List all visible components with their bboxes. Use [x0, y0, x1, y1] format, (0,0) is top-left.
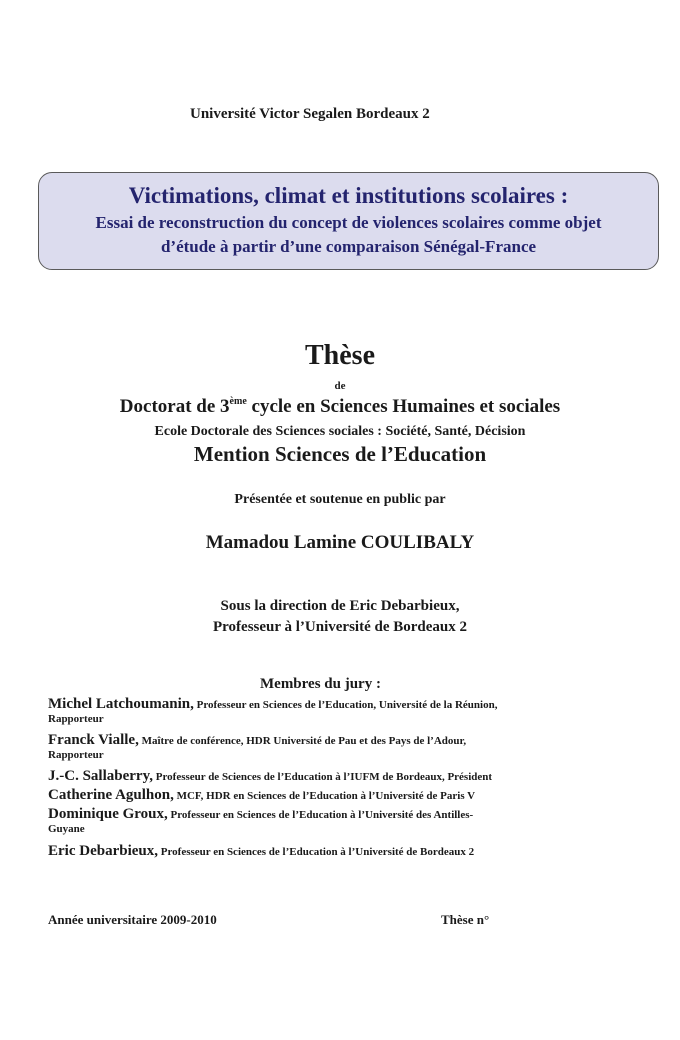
doctorat-superscript: ème	[229, 396, 247, 407]
thesis-subtitle	[39, 211, 658, 259]
jury-member-name: Eric Debarbieux,	[48, 843, 158, 859]
thesis-title: Victimations, climat et institutions scolaires :	[128, 183, 569, 208]
jury-member-name: Franck Vialle,	[48, 732, 139, 748]
these-heading: Thèse	[305, 340, 375, 371]
jury-member-name: Michel Latchoumanin,	[48, 696, 194, 712]
ecole-doctorale: Ecole Doctorale des Sciences sociales : Société, Santé, Décision	[154, 424, 526, 439]
jury-member	[48, 767, 648, 785]
jury-member-desc: Professeur en Sciences de l’Education à l’Université de Bordeaux 2	[158, 846, 475, 858]
doctorat-prefix: Doctorat de 3	[119, 396, 230, 417]
direction-line-2: Professeur à l’Université de Bordeaux 2	[213, 619, 467, 635]
academic-year: Année universitaire 2009-2010	[48, 912, 217, 927]
jury-member	[48, 805, 648, 836]
jury-member	[48, 695, 648, 726]
doctorat-suffix: cycle en Sciences Humaines et sociales	[246, 396, 561, 417]
jury-member-role: Rapporteur	[48, 713, 104, 725]
jury-member-role: Rapporteur	[48, 749, 104, 761]
doctorat-line	[0, 396, 680, 418]
jury-heading: Membres du jury :	[260, 676, 381, 692]
author-name: Mamadou Lamine COULIBALY	[205, 532, 475, 553]
direction-line-1: Sous la direction de Eric Debarbieux,	[220, 598, 460, 614]
title-box	[38, 172, 659, 270]
university-name: Université Victor Segalen Bordeaux 2	[190, 106, 430, 122]
jury-member-desc: MCF, HDR en Sciences de l’Education à l’Université de Paris V	[173, 790, 476, 802]
jury-member-name: Dominique Groux,	[48, 806, 168, 822]
jury-member	[48, 842, 648, 860]
jury-member-role: Guyane	[48, 823, 85, 835]
jury-member-desc: Maître de conférence, HDR Université de Pau et des Pays de l’Adour,	[138, 735, 467, 747]
direction	[0, 596, 680, 638]
thesis-number: Thèse n°	[441, 912, 490, 927]
mention: Mention Sciences de l’Education	[193, 442, 487, 466]
jury-member-name: J.-C. Sallaberry,	[48, 768, 153, 784]
jury-member-desc: Professeur en Sciences de l’Education à l’Université des Antilles-	[167, 809, 474, 821]
thesis-subtitle-line-1: Essai de reconstruction du concept de violences scolaires comme objet	[95, 213, 602, 232]
jury-member	[48, 786, 648, 804]
jury-member-desc: Professeur de Sciences de l’Education à l’IUFM de Bordeaux, Président	[153, 771, 493, 783]
jury-member	[48, 731, 648, 762]
jury-member-desc: Professeur en Sciences de l’Education, Université de la Réunion,	[193, 699, 498, 711]
presentee-label: Présentée et soutenue en public par	[234, 492, 446, 507]
thesis-subtitle-line-2: d’étude à partir d’une comparaison Sénégal-France	[160, 237, 537, 256]
de-label: de	[334, 380, 346, 392]
jury-member-name: Catherine Agulhon,	[48, 787, 174, 803]
